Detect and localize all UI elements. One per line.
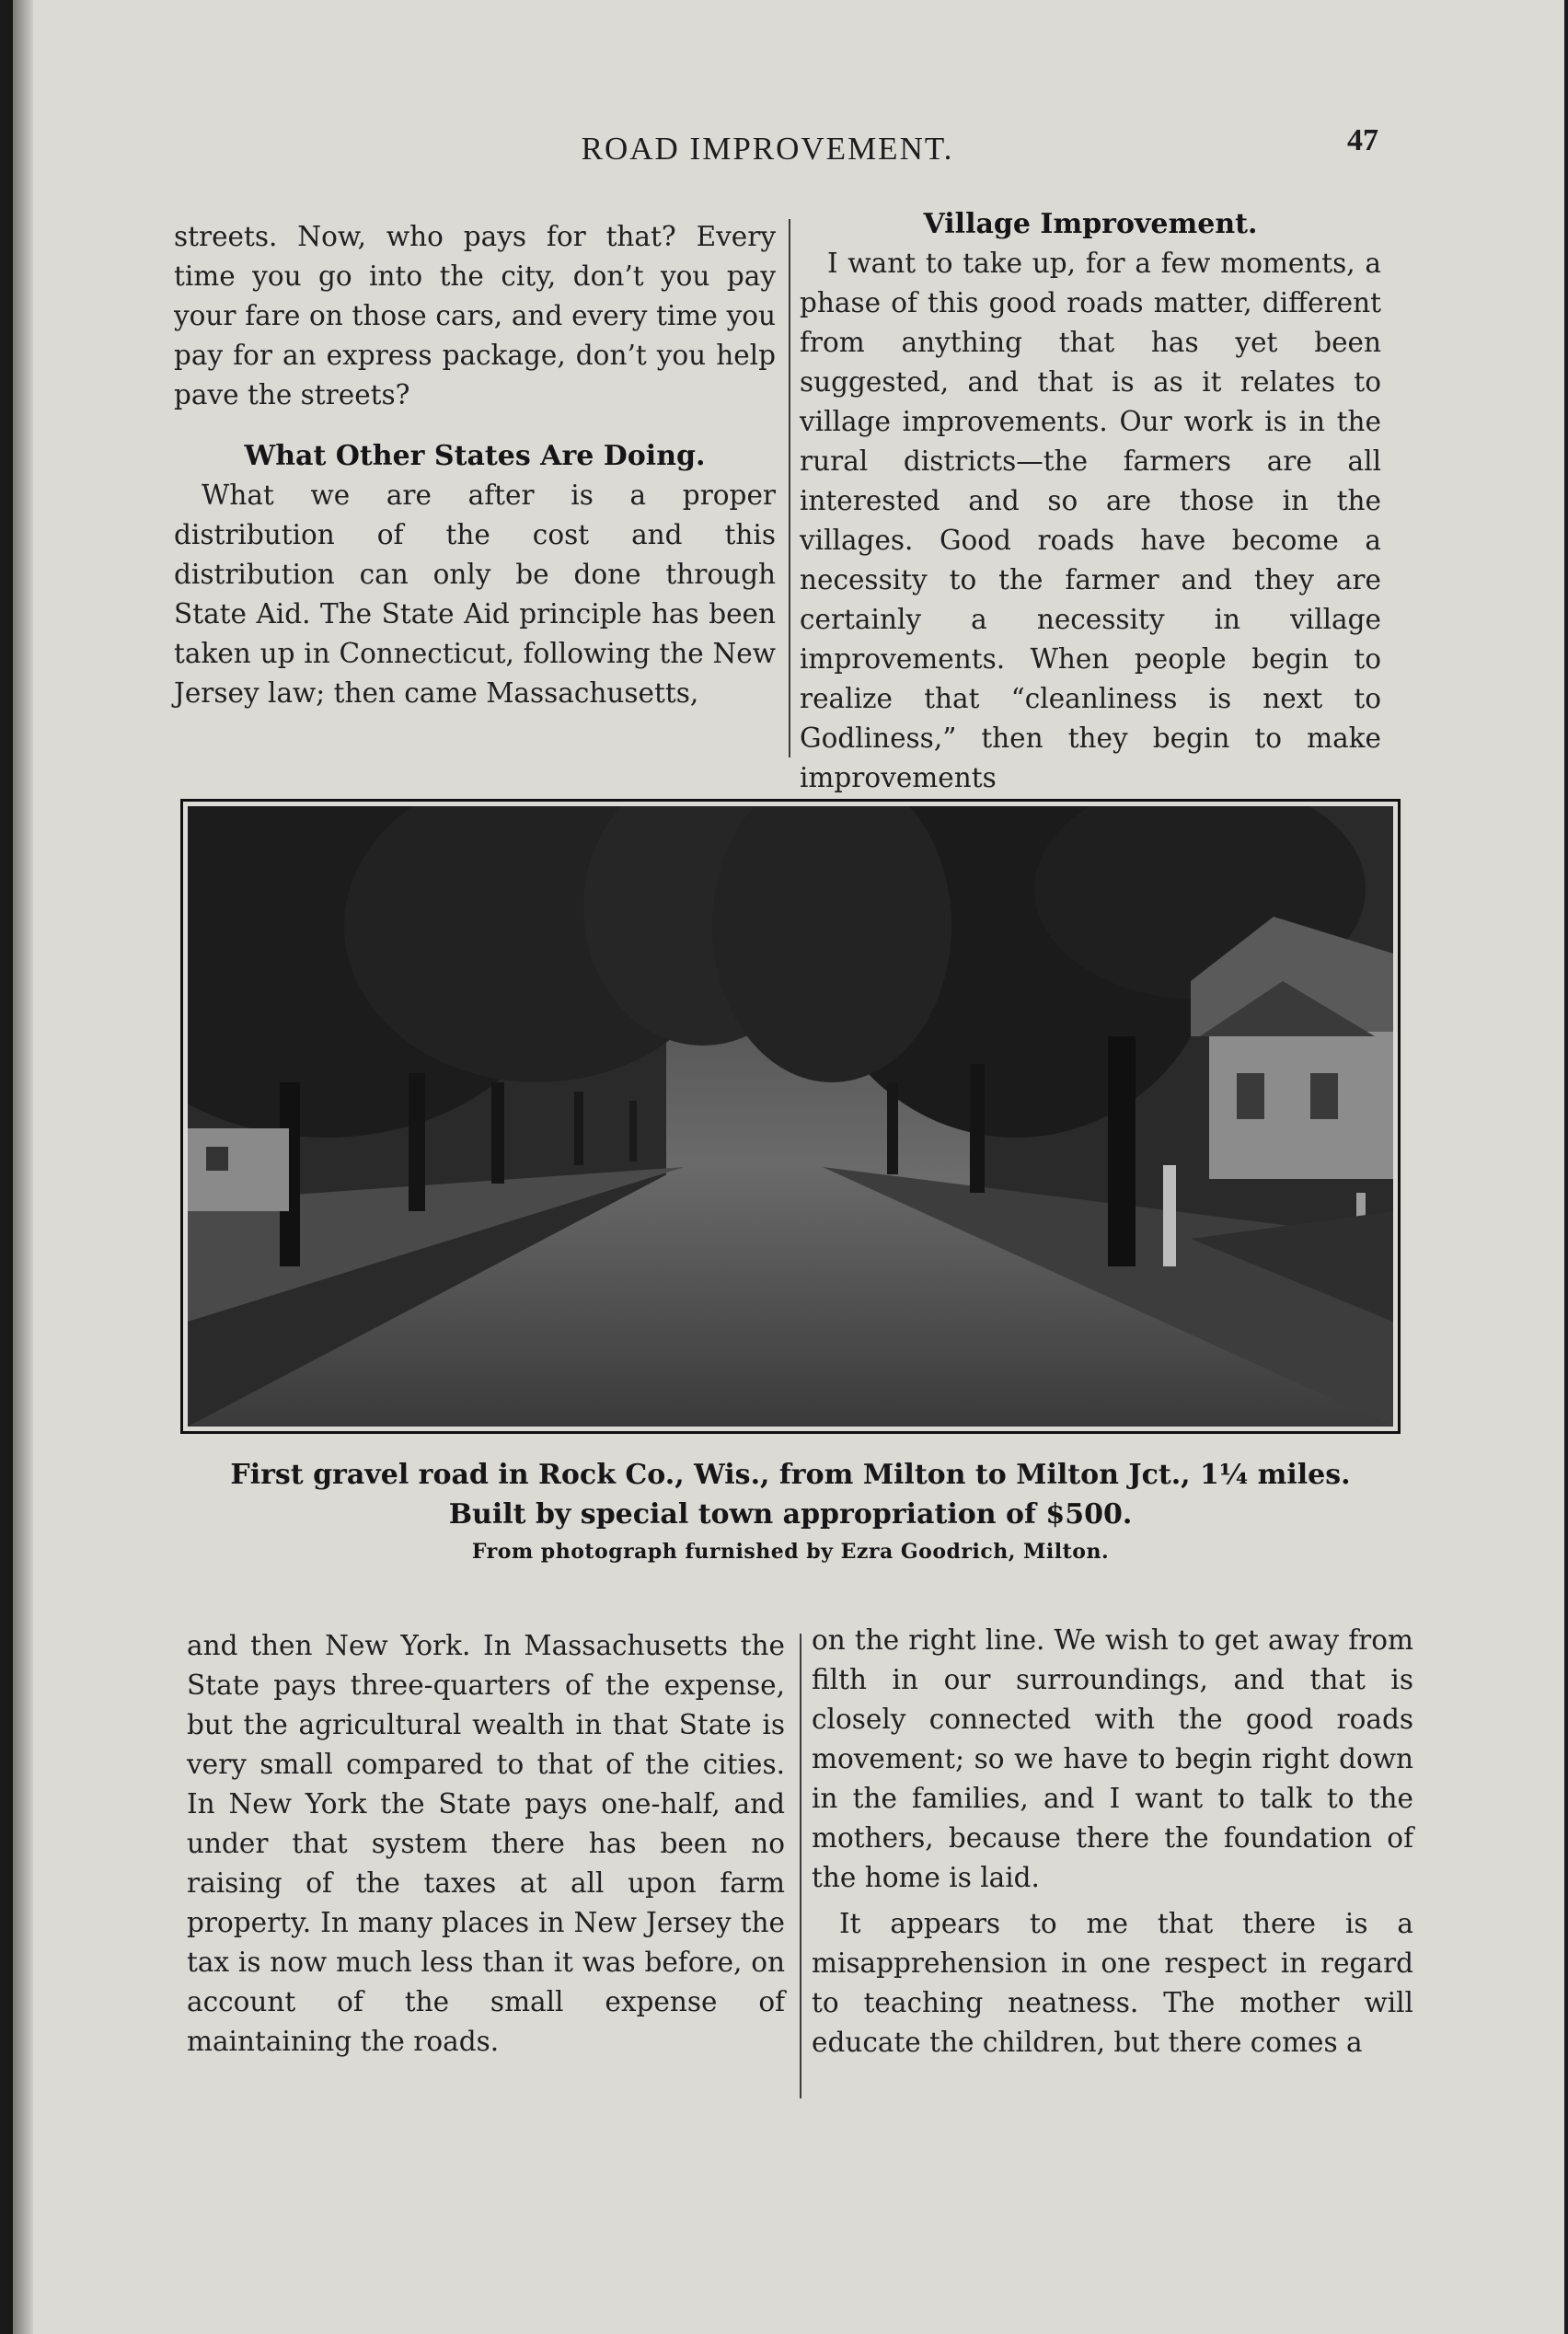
top-left-column xyxy=(174,217,776,713)
running-title: ROAD IMPROVEMENT. xyxy=(581,131,954,167)
top-right-column xyxy=(800,204,1381,798)
column-rule-top xyxy=(789,219,790,757)
book-page xyxy=(13,0,1564,2334)
figure-credit: From photograph furnished by Ezra Goodrich, Milton. xyxy=(471,1540,1110,1564)
bottom-left-column xyxy=(187,1626,785,2062)
road-photograph xyxy=(180,799,1401,1434)
column-rule-bottom xyxy=(800,1634,801,2098)
bottom-right-column xyxy=(812,1621,1413,2062)
heading-other-states: What Other States Are Doing. xyxy=(244,440,706,472)
figure-caption: First gravel road in Rock Co., Wis., from Milton to Milton Jct., 1¼ miles. xyxy=(230,1459,1351,1491)
page-binding-edge xyxy=(13,0,33,2334)
heading-village-improvement: Village Improvement. xyxy=(923,208,1258,240)
paragraph-streets: streets. Now, who pays for that? Every time you go into the city, don’t you pay your fare on those cars, and every time you pay for an express package, don’t you help pave the streets? xyxy=(174,221,776,410)
paragraph-right-line: on the right line. We wish to get away from filth in our surroundings, and that is closely connected with the good roads movement; so we have to begin right down in the families, and I want to talk to the mothers, because there the foundation of the home is laid. xyxy=(812,1624,1413,1893)
figure-caption-second-line: Built by special town appropriation of $500. xyxy=(448,1498,1133,1531)
gravel-road-photo xyxy=(188,806,1393,1427)
paragraph-new-york: and then New York. In Massachusetts the State pays three-quarters of the expense, but the agricultural wealth in that State is very small compared to that of the cities. In New York the State pays one-half, and under that system there has been no raising of the taxes at all upon farm property. In many places in New Jersey the tax is now much less than it was before, on account of the small expense of maintaining the roads. xyxy=(187,1630,785,2057)
paragraph-village: I want to take up, for a few moments, a phase of this good roads matter, different from anything that has yet been suggested, and that is as it relates to village improvements. Our work is in the rural districts—the farmers are all interested and so are those in the villages. Good roads have become a necessity to the farmer and they are certainly a necessity in village improvements. When people begin to realize that “cleanliness is next to Godliness,” then they begin to make improvements xyxy=(800,248,1381,793)
paragraph-misapprehension: It appears to me that there is a misapprehension in one respect in regard to teaching neatness. The mother will educate the children, but there comes a xyxy=(812,1908,1413,2058)
paragraph-distribution: What we are after is a proper distribution of the cost and this distribution can only be done through State Aid. The State Aid principle has been taken up in Connecticut, following the New Jersey law; then came Massachusetts, xyxy=(174,480,776,709)
page-number: 47 xyxy=(1347,123,1378,157)
